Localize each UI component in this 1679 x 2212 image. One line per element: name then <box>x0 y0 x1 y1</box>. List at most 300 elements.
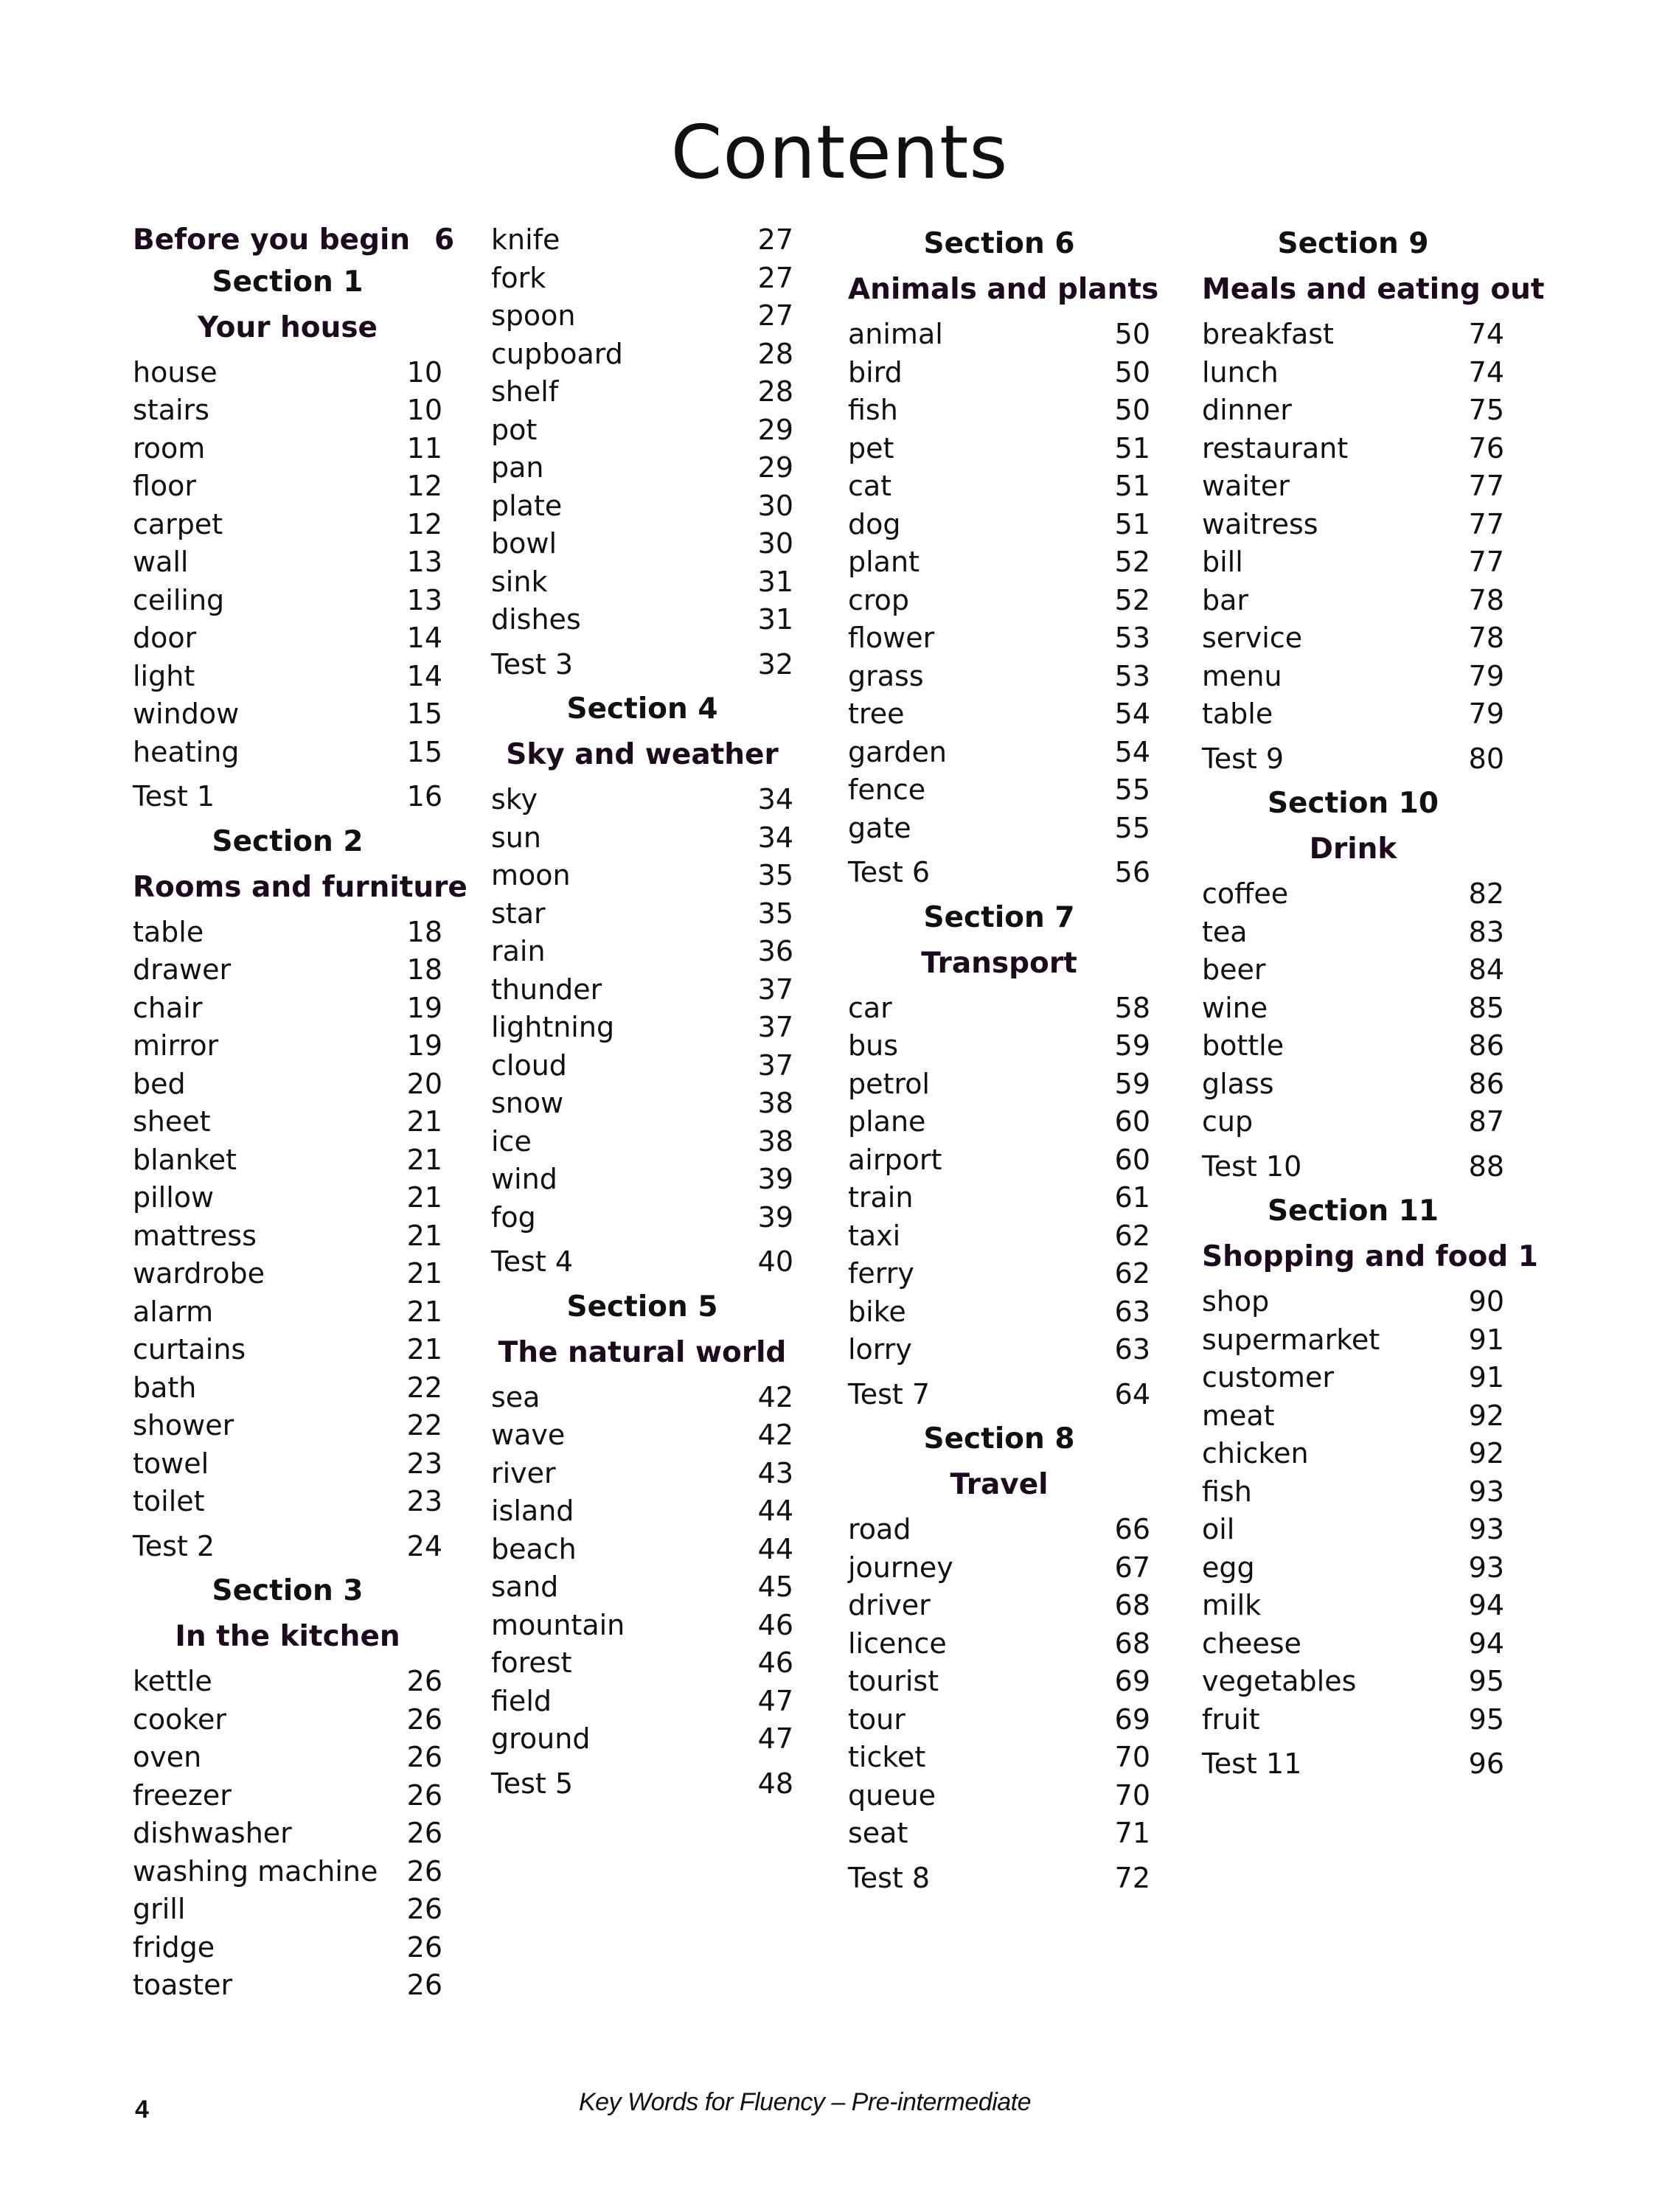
entry-word: tree <box>848 698 905 730</box>
section-topic-title: Meals and eating out <box>1202 273 1545 306</box>
entry-word: gate <box>848 811 911 844</box>
contents-entry[interactable] <box>491 1683 793 1721</box>
contents-entry[interactable] <box>1202 1283 1504 1321</box>
entry-page-number: 47 <box>757 1684 793 1717</box>
entry-page-number: 24 <box>406 1529 442 1562</box>
entry-word: fish <box>1202 1475 1252 1508</box>
entry-word: coffee <box>1202 877 1289 910</box>
contents-entry[interactable] <box>491 1720 793 1759</box>
contents-entry[interactable] <box>1202 1435 1504 1473</box>
contents-entry[interactable] <box>1202 506 1504 544</box>
footer-book-title: Key Words for Fluency – Pre-intermediate <box>579 2088 1032 2116</box>
entry-page-number: 37 <box>757 1011 793 1043</box>
entry-word: room <box>133 431 206 465</box>
entry-page-number: 32 <box>757 647 793 681</box>
contents-entry[interactable] <box>491 1161 793 1199</box>
contents-entry[interactable] <box>133 1966 442 2005</box>
entry-page-number: 50 <box>1114 394 1150 426</box>
contents-entry[interactable] <box>848 1815 1150 1853</box>
contents-entry[interactable] <box>491 1607 793 1645</box>
entry-page-number: 94 <box>1468 1627 1504 1660</box>
contents-entry[interactable] <box>133 506 442 544</box>
contents-entry[interactable] <box>133 1179 442 1217</box>
contents-entry[interactable] <box>1202 1549 1504 1587</box>
contents-entry[interactable] <box>848 1777 1150 1815</box>
entry-page-number: 64 <box>1114 1377 1150 1411</box>
contents-entry[interactable] <box>133 1663 442 1701</box>
contents-entry[interactable] <box>491 525 793 563</box>
entry-page-number: 51 <box>1114 431 1150 465</box>
entry-word: bird <box>848 355 903 389</box>
section-heading: Section 8 <box>923 1422 1075 1455</box>
contents-entry[interactable] <box>848 619 1150 658</box>
contents-entry[interactable] <box>491 487 793 526</box>
contents-entry[interactable] <box>491 1455 793 1493</box>
contents-entry[interactable] <box>848 506 1150 544</box>
entry-page-number: 71 <box>1114 1817 1150 1849</box>
entry-page-number: 93 <box>1468 1551 1504 1584</box>
entry-page-number: 21 <box>406 1143 442 1176</box>
contents-entry[interactable] <box>1202 875 1504 914</box>
contents-entry[interactable] <box>848 543 1150 582</box>
contents-entry[interactable] <box>848 1217 1150 1256</box>
entry-word: journey <box>848 1551 953 1584</box>
entry-word: wall <box>133 546 189 578</box>
contents-entry[interactable] <box>1202 543 1504 582</box>
entry-word: glass <box>1202 1067 1274 1100</box>
entry-page-number: 63 <box>1114 1295 1150 1328</box>
entry-word: sink <box>491 565 548 598</box>
entry-page-number: 26 <box>406 1703 442 1736</box>
contents-entry[interactable] <box>491 1047 793 1085</box>
contents-entry[interactable] <box>491 411 793 450</box>
entry-page-number: 86 <box>1468 1067 1504 1100</box>
entry-page-number: 26 <box>406 1778 442 1812</box>
contents-entry[interactable] <box>848 695 1150 734</box>
contents-entry[interactable] <box>491 563 793 602</box>
entry-page-number: 96 <box>1468 1747 1504 1780</box>
section-heading: Section 9 <box>1277 227 1429 260</box>
contents-entry[interactable] <box>1202 1473 1504 1512</box>
contents-entry[interactable] <box>1202 392 1504 430</box>
contents-entry[interactable] <box>848 1587 1150 1625</box>
section-heading: Section 6 <box>923 227 1075 260</box>
contents-entry[interactable] <box>491 971 793 1009</box>
contents-entry[interactable] <box>133 658 442 696</box>
contents-entry[interactable] <box>848 354 1150 392</box>
contents-column-4 <box>1202 221 1545 1787</box>
entry-word: field <box>491 1684 552 1717</box>
contents-entry[interactable] <box>133 543 442 582</box>
contents-entry[interactable] <box>1202 430 1504 468</box>
entry-page-number: 91 <box>1468 1361 1504 1394</box>
contents-entry[interactable] <box>133 1141 442 1180</box>
entry-word: lunch <box>1202 355 1279 389</box>
contents-entry[interactable] <box>491 1492 793 1531</box>
entry-word: shower <box>133 1409 234 1441</box>
entry-page-number: 55 <box>1114 811 1150 844</box>
entry-word: animal <box>848 318 943 350</box>
contents-entry[interactable] <box>133 914 442 952</box>
entry-word: fog <box>491 1200 536 1234</box>
entry-page-number: 6 <box>434 223 455 257</box>
entry-page-number: 60 <box>1114 1105 1150 1138</box>
section-heading: Section 3 <box>212 1574 364 1607</box>
contents-entry[interactable] <box>491 857 793 895</box>
entry-word: egg <box>1202 1551 1255 1584</box>
contents-entry[interactable] <box>848 430 1150 468</box>
contents-entry-test[interactable] <box>1202 1745 1504 1784</box>
entry-page-number: 74 <box>1468 355 1504 389</box>
entry-page-number: 79 <box>1468 698 1504 730</box>
contents-entry[interactable] <box>133 1027 442 1065</box>
contents-entry[interactable] <box>848 582 1150 620</box>
entry-page-number: 80 <box>1468 742 1504 775</box>
contents-entry[interactable] <box>133 1483 442 1521</box>
entry-word: toilet <box>133 1485 205 1517</box>
contents-entry[interactable] <box>848 392 1150 430</box>
entry-page-number: 46 <box>757 1608 793 1641</box>
entry-word: pan <box>491 451 544 484</box>
contents-entry[interactable] <box>1202 1663 1504 1701</box>
contents-entry[interactable] <box>1202 1065 1504 1104</box>
entry-page-number: 27 <box>757 299 793 332</box>
contents-entry[interactable] <box>133 1777 442 1815</box>
contents-entry[interactable] <box>491 297 793 335</box>
entry-word: chicken <box>1202 1437 1309 1470</box>
entry-word: bar <box>1202 583 1249 616</box>
contents-entry[interactable] <box>848 771 1150 810</box>
contents-entry[interactable] <box>848 316 1150 354</box>
contents-entry[interactable] <box>133 430 442 468</box>
contents-entry[interactable] <box>491 1199 793 1237</box>
entry-page-number: 69 <box>1114 1665 1150 1697</box>
entry-word: garden <box>848 735 947 768</box>
entry-word: bill <box>1202 546 1243 578</box>
entry-page-number: 34 <box>757 821 793 854</box>
contents-entry[interactable] <box>848 734 1150 772</box>
contents-entry[interactable] <box>133 1739 442 1777</box>
contents-entry[interactable] <box>848 467 1150 506</box>
entry-word: lightning <box>491 1011 615 1043</box>
test-label: Test 9 <box>1202 742 1285 775</box>
entry-word: grass <box>848 659 924 692</box>
entry-page-number: 78 <box>1468 583 1504 616</box>
contents-entry[interactable] <box>491 933 793 971</box>
contents-entry[interactable] <box>1202 1625 1504 1663</box>
contents-entry[interactable] <box>848 1549 1150 1587</box>
entry-word: restaurant <box>1202 431 1349 465</box>
entry-page-number: 18 <box>406 953 442 986</box>
entry-page-number: 26 <box>406 1969 442 2001</box>
entry-page-number: 39 <box>757 1163 793 1195</box>
contents-entry[interactable] <box>1202 951 1504 990</box>
contents-entry-test[interactable] <box>133 1528 442 1566</box>
test-label: Test 5 <box>491 1767 574 1800</box>
contents-entry[interactable] <box>1202 582 1504 620</box>
entry-word: sheet <box>133 1105 211 1138</box>
contents-entry[interactable] <box>848 1625 1150 1663</box>
contents-entry[interactable] <box>848 1103 1150 1141</box>
entry-word: dog <box>848 507 901 540</box>
contents-entry[interactable] <box>1202 354 1504 392</box>
contents-entry[interactable] <box>133 354 442 392</box>
entry-word: pillow <box>133 1181 215 1214</box>
entry-word: tea <box>1202 915 1248 948</box>
entry-word: oven <box>133 1741 202 1773</box>
entry-page-number: 53 <box>1114 622 1150 654</box>
entry-word: bed <box>133 1067 186 1100</box>
entry-page-number: 48 <box>757 1767 793 1800</box>
contents-entry[interactable] <box>133 392 442 430</box>
entry-page-number: 37 <box>757 1048 793 1082</box>
entry-page-number: 62 <box>1114 1219 1150 1252</box>
contents-entry[interactable] <box>1202 1701 1504 1739</box>
entry-page-number: 72 <box>1114 1861 1150 1894</box>
entry-page-number: 15 <box>406 735 442 768</box>
contents-entry[interactable] <box>133 1369 442 1408</box>
contents-entry[interactable] <box>1202 1321 1504 1360</box>
contents-entry[interactable] <box>848 1331 1150 1369</box>
entry-word: door <box>133 622 197 654</box>
contents-entry[interactable] <box>491 895 793 933</box>
contents-entry-test[interactable] <box>1202 1148 1504 1186</box>
contents-entry[interactable] <box>1202 1027 1504 1065</box>
entry-word: alarm <box>133 1295 214 1328</box>
contents-entry[interactable] <box>133 1701 442 1739</box>
test-label: Test 6 <box>848 856 931 888</box>
entry-word: pet <box>848 431 894 465</box>
contents-entry[interactable] <box>133 990 442 1028</box>
contents-entry[interactable] <box>133 1929 442 1967</box>
contents-entry[interactable] <box>848 1511 1150 1549</box>
contents-entry[interactable] <box>1202 1359 1504 1397</box>
contents-entry-test[interactable] <box>491 1765 793 1804</box>
test-label: Test 8 <box>848 1861 931 1894</box>
contents-entry[interactable] <box>491 819 793 858</box>
entry-page-number: 15 <box>406 698 442 730</box>
contents-entry-test[interactable] <box>848 854 1150 892</box>
contents-entry[interactable] <box>491 1416 793 1455</box>
entry-word: freezer <box>133 1778 232 1812</box>
contents-entry[interactable] <box>491 335 793 374</box>
entry-page-number: 93 <box>1468 1513 1504 1545</box>
entry-page-number: 38 <box>757 1087 793 1119</box>
entry-page-number: 23 <box>406 1485 442 1517</box>
contents-entry-before-you-begin[interactable] <box>133 221 455 260</box>
contents-entry-test[interactable] <box>848 1860 1150 1898</box>
contents-column-2 <box>491 221 793 1806</box>
contents-entry[interactable] <box>848 1255 1150 1293</box>
contents-entry[interactable] <box>491 1568 793 1607</box>
entry-word: waiter <box>1202 470 1290 502</box>
test-label: Test 3 <box>491 647 574 681</box>
contents-entry[interactable] <box>491 449 793 487</box>
entry-word: wine <box>1202 991 1268 1024</box>
entry-word: flower <box>848 622 935 654</box>
contents-entry[interactable] <box>133 1815 442 1853</box>
entry-page-number: 90 <box>1468 1285 1504 1318</box>
entry-page-number: 50 <box>1114 318 1150 350</box>
contents-entry[interactable] <box>848 1663 1150 1701</box>
entry-word: meat <box>1202 1399 1275 1432</box>
entry-word: mountain <box>491 1608 625 1641</box>
entry-page-number: 19 <box>406 991 442 1024</box>
entry-page-number: 60 <box>1114 1143 1150 1176</box>
entry-page-number: 50 <box>1114 355 1150 389</box>
contents-entry[interactable] <box>848 1739 1150 1777</box>
entry-page-number: 11 <box>406 431 442 465</box>
contents-entry[interactable] <box>133 1103 442 1141</box>
section-topic-title: In the kitchen <box>175 1620 400 1653</box>
entry-page-number: 14 <box>406 622 442 654</box>
entry-word: airport <box>848 1143 942 1176</box>
entry-word: dishes <box>491 603 581 636</box>
entry-page-number: 51 <box>1114 507 1150 540</box>
entry-word: fork <box>491 261 546 294</box>
entry-page-number: 55 <box>1114 773 1150 806</box>
entry-word: sand <box>491 1571 559 1603</box>
entry-word: blanket <box>133 1143 237 1176</box>
contents-entry[interactable] <box>133 1891 442 1929</box>
entry-word: thunder <box>491 973 602 1006</box>
contents-entry[interactable] <box>848 1701 1150 1739</box>
contents-entry[interactable] <box>1202 1103 1504 1141</box>
contents-entry[interactable] <box>848 990 1150 1028</box>
entry-word: tourist <box>848 1665 939 1697</box>
entry-page-number: 70 <box>1114 1778 1150 1812</box>
contents-entry[interactable] <box>848 1141 1150 1180</box>
entry-page-number: 58 <box>1114 991 1150 1024</box>
contents-entry[interactable] <box>491 1123 793 1161</box>
contents-entry[interactable] <box>133 467 442 506</box>
entry-word: oil <box>1202 1513 1235 1545</box>
entry-word: cheese <box>1202 1627 1301 1660</box>
contents-entry[interactable] <box>133 1065 442 1104</box>
entry-word: car <box>848 991 892 1024</box>
contents-entry[interactable] <box>133 1331 442 1369</box>
entry-page-number: 34 <box>757 783 793 815</box>
contents-entry[interactable] <box>1202 1587 1504 1625</box>
contents-entry[interactable] <box>133 1255 442 1293</box>
entry-word: bath <box>133 1371 197 1404</box>
contents-entry[interactable] <box>491 1531 793 1569</box>
contents-entry-test[interactable] <box>491 1243 793 1281</box>
entry-word: mirror <box>133 1029 219 1062</box>
entry-word: road <box>848 1513 911 1545</box>
contents-entry[interactable] <box>848 658 1150 696</box>
section-topic-title: Shopping and food 1 <box>1202 1240 1538 1273</box>
contents-entry[interactable] <box>1202 990 1504 1028</box>
entry-page-number: 86 <box>1468 1029 1504 1062</box>
contents-entry[interactable] <box>848 1293 1150 1332</box>
contents-entry[interactable] <box>491 1009 793 1047</box>
entry-word: fruit <box>1202 1703 1260 1736</box>
contents-entry[interactable] <box>133 1293 442 1332</box>
section-heading: Section 2 <box>212 824 364 858</box>
entry-word: vegetables <box>1202 1665 1357 1697</box>
contents-entry[interactable] <box>848 1179 1150 1217</box>
entry-word: knife <box>491 223 560 256</box>
contents-entry[interactable] <box>133 1407 442 1445</box>
contents-entry[interactable] <box>491 221 793 260</box>
entry-page-number: 26 <box>406 1854 442 1888</box>
contents-entry[interactable] <box>1202 316 1504 354</box>
contents-entry[interactable] <box>1202 1397 1504 1436</box>
entry-word: toaster <box>133 1969 233 2001</box>
contents-entry[interactable] <box>133 734 442 772</box>
contents-entry[interactable] <box>133 1217 442 1256</box>
entry-page-number: 44 <box>757 1495 793 1527</box>
contents-entry[interactable] <box>848 1027 1150 1065</box>
entry-word: star <box>491 897 546 930</box>
contents-entry[interactable] <box>848 810 1150 848</box>
contents-entry[interactable] <box>491 781 793 819</box>
entry-page-number: 95 <box>1468 1703 1504 1736</box>
contents-entry[interactable] <box>133 1445 442 1484</box>
contents-entry[interactable] <box>1202 695 1504 734</box>
entry-word: beer <box>1202 953 1266 986</box>
entry-word: rain <box>491 935 546 967</box>
contents-entry[interactable] <box>491 601 793 639</box>
entry-page-number: 21 <box>406 1295 442 1328</box>
section-topic-title: Travel <box>950 1468 1049 1501</box>
entry-page-number: 75 <box>1468 394 1504 426</box>
entry-page-number: 62 <box>1114 1257 1150 1290</box>
contents-entry[interactable] <box>491 1644 793 1683</box>
contents-entry[interactable] <box>1202 467 1504 506</box>
contents-entry[interactable] <box>1202 619 1504 658</box>
section-topic-title: Your house <box>197 310 378 344</box>
contents-entry[interactable] <box>491 373 793 411</box>
contents-entry-test[interactable] <box>491 646 793 684</box>
entry-page-number: 95 <box>1468 1665 1504 1697</box>
entry-word: river <box>491 1456 556 1489</box>
entry-word: queue <box>848 1778 936 1812</box>
entry-page-number: 88 <box>1468 1150 1504 1183</box>
contents-entry[interactable] <box>133 695 442 734</box>
contents-entry-test[interactable] <box>848 1376 1150 1414</box>
contents-entry[interactable] <box>1202 1511 1504 1549</box>
contents-entry-test[interactable] <box>1202 740 1504 779</box>
contents-entry[interactable] <box>491 1085 793 1123</box>
contents-entry[interactable] <box>491 1379 793 1417</box>
entry-word: dishwasher <box>133 1817 292 1849</box>
entry-page-number: 59 <box>1114 1067 1150 1100</box>
contents-entry[interactable] <box>133 619 442 658</box>
entry-page-number: 22 <box>406 1371 442 1404</box>
contents-entry[interactable] <box>848 1065 1150 1104</box>
entry-word: fish <box>848 394 898 426</box>
entry-page-number: 21 <box>406 1257 442 1290</box>
entry-page-number: 30 <box>757 527 793 560</box>
entry-page-number: 28 <box>757 375 793 408</box>
contents-entry[interactable] <box>491 260 793 298</box>
entry-word: grill <box>133 1893 186 1925</box>
entry-page-number: 21 <box>406 1333 442 1366</box>
entry-word: lorry <box>848 1333 912 1366</box>
contents-entry[interactable] <box>1202 658 1504 696</box>
contents-entry[interactable] <box>1202 914 1504 952</box>
entry-word: cloud <box>491 1048 567 1082</box>
section-heading: Section 1 <box>212 265 364 299</box>
entry-word: shelf <box>491 375 559 408</box>
contents-entry[interactable] <box>133 1853 442 1891</box>
contents-entry[interactable] <box>133 582 442 620</box>
contents-entry-test[interactable] <box>133 778 442 816</box>
entry-word: ticket <box>848 1741 926 1773</box>
contents-entry[interactable] <box>133 951 442 990</box>
